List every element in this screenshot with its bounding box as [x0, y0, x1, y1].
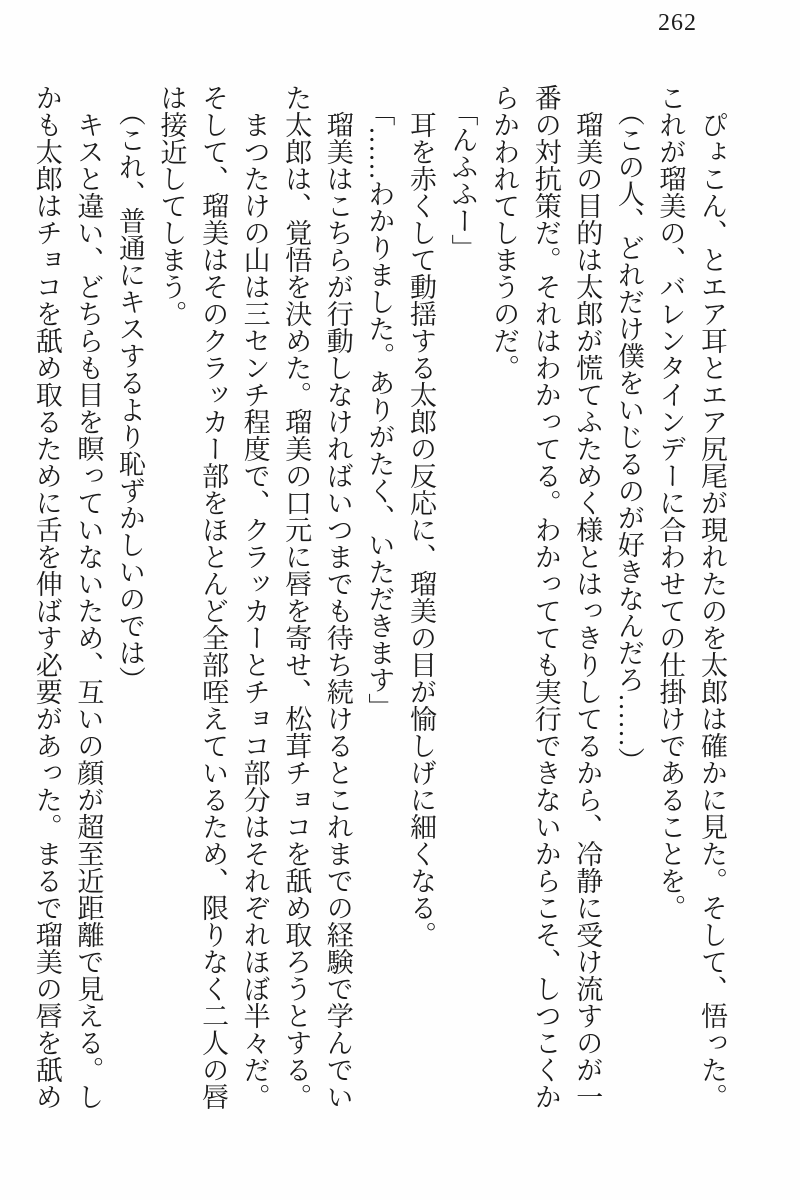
text-column: 「……わかりました。ありがたく、いただきます」	[364, 98, 395, 720]
text-column: 瑠美の目的は太郎が慌てふためく様とはっきりしてるから、冷静に受け流すのが一	[572, 111, 603, 1110]
text-column: は接近してしまう。	[156, 84, 187, 327]
text-column: た太郎は、覚悟を決めた。瑠美の口元に唇を寄せ、松茸チョコを舐め取ろうとする。	[281, 84, 312, 1110]
text-column: （これ、普通にキスするより恥ずかしいのでは）	[114, 98, 145, 693]
text-column: 瑠美はこちらが行動しなければいつまでも待ち続けるとこれまでの経験で学んでい	[322, 111, 353, 1110]
text-column: （この人、どれだけ僕をいじるのが好きなんだろ……）	[613, 98, 644, 774]
text-column: 「んふふー」	[447, 98, 478, 261]
text-column: キスと違い、どちらも目を瞑っていないため、互いの顔が超至近距離で見える。し	[73, 111, 104, 1110]
body-text	[25, 84, 732, 1156]
page-number: 262	[658, 10, 697, 36]
text-column: まつたけの山は三センチ程度で、クラッカーとチョコ部分はそれぞれほぼ半々だ。	[239, 111, 270, 1110]
text-column: ぴょこん、とエア耳とエア尻尾が現れたのを太郎は確かに見た。そして、悟った。	[697, 111, 727, 1110]
text-column: 耳を赤くして動揺する太郎の反応に、瑠美の目が愉しげに細くなる。	[405, 111, 436, 948]
text-column: かも太郎はチョコを舐め取るために舌を伸ばす必要があった。まるで瑠美の唇を舐め	[31, 84, 62, 1110]
text-column: らかわれてしまうのだ。	[489, 84, 520, 381]
text-column: これが瑠美の、バレンタインデーに合わせての仕掛けであることを。	[655, 84, 686, 921]
text-column: 番の対抗策だ。それはわかってる。わかってても実行できないからこそ、しつこくか	[530, 84, 561, 1110]
text-column: そして、瑠美はそのクラッカー部をほとんど全部咥えているため、限りなく二人の唇	[198, 84, 229, 1110]
